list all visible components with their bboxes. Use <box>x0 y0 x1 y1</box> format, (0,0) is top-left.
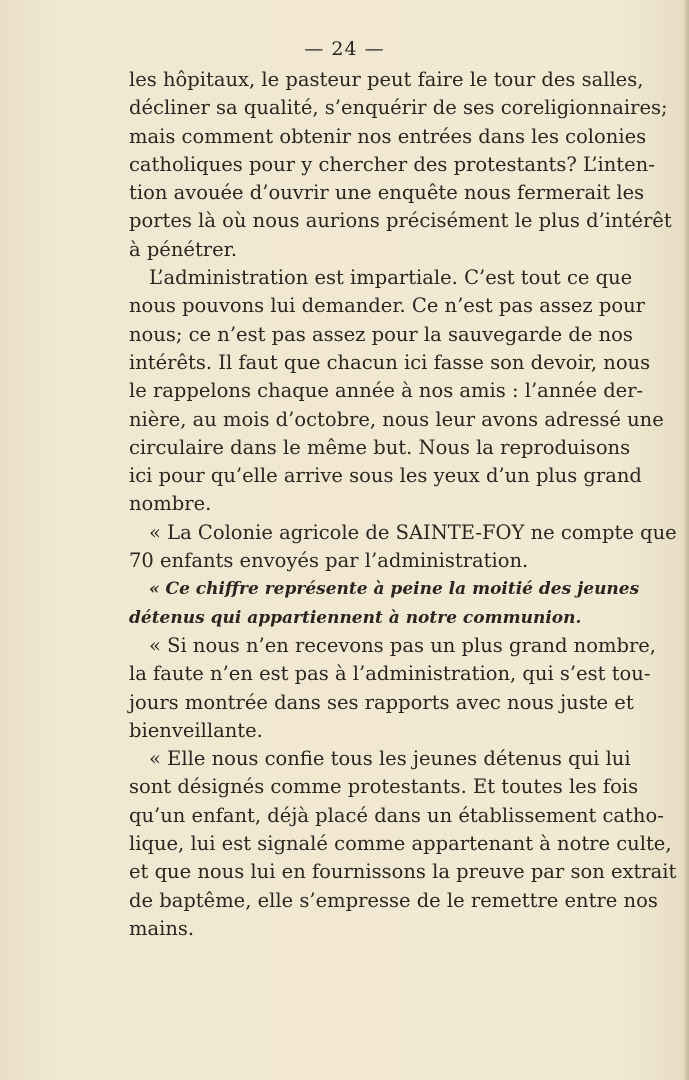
text-line: et que nous lui en fournissons la preuve par son extrait <box>129 860 677 884</box>
text-line: portes là où nous aurions précisément le plus d’intérêt <box>129 209 672 233</box>
text-line: catholiques pour y chercher des protestants? L’inten- <box>129 152 655 176</box>
text-line: le rappelons chaque année à nos amis : l’année der- <box>129 379 644 403</box>
text-line: qu’un enfant, déjà placé dans un établissement catho- <box>129 803 664 827</box>
text-line: intérêts. Il faut que chacun ici fasse son devoir, nous <box>129 350 651 374</box>
page-number: — 24 — <box>304 38 385 60</box>
text-line: mains. <box>129 916 195 940</box>
body-text <box>129 66 677 943</box>
text-line: « Si nous n’en recevons pas un plus grand nombre, <box>149 633 656 657</box>
text-line: circulaire dans le même but. Nous la reproduisons <box>129 435 631 459</box>
text-line: de baptême, elle s’empresse de le remettre entre nos <box>129 888 658 912</box>
text-line: sont désignés comme protestants. Et toutes les fois <box>129 775 639 799</box>
text-line: « Elle nous confie tous les jeunes détenus qui lui <box>149 747 631 771</box>
text-line: mais comment obtenir nos entrées dans les colonies <box>129 124 647 148</box>
text-line: nière, au mois d’octobre, nous leur avons adressé une <box>129 407 664 431</box>
text-line: « La Colonie agricole de SAINTE-FOY ne compte que <box>149 520 677 544</box>
text-line: nous pouvons lui demander. Ce n’est pas assez pour <box>129 294 645 318</box>
text-line: « Ce chiffre représente à peine la moitié des jeunes <box>149 579 640 600</box>
text-line: la faute n’en est pas à l’administration, qui s’est tou- <box>129 662 651 686</box>
text-line: nous; ce n’est pas assez pour la sauvegarde de nos <box>129 322 633 346</box>
text-line: bienveillante. <box>129 718 263 742</box>
text-line: L’administration est impartiale. C’est tout ce que <box>149 266 633 290</box>
text-line: tion avouée d’ouvrir une enquête nous fermerait les <box>129 181 645 205</box>
text-line: lique, lui est signalé comme appartenant à notre culte, <box>129 832 672 856</box>
text-line: à pénétrer. <box>129 237 238 261</box>
text-line: jours montrée dans ses rapports avec nous juste et <box>129 690 634 714</box>
page-edge-shadow <box>683 0 689 1080</box>
text-line: nombre. <box>129 492 212 516</box>
text-line: décliner sa qualité, s’enquérir de ses coreligionnaires; <box>129 96 668 120</box>
text-line: ici pour qu’elle arrive sous les yeux d’un plus grand <box>129 464 642 488</box>
text-line: 70 enfants envoyés par l’administration. <box>129 549 529 573</box>
text-line: les hôpitaux, le pasteur peut faire le tour des salles, <box>129 68 644 91</box>
text-line: détenus qui appartiennent à notre communion. <box>129 607 582 628</box>
